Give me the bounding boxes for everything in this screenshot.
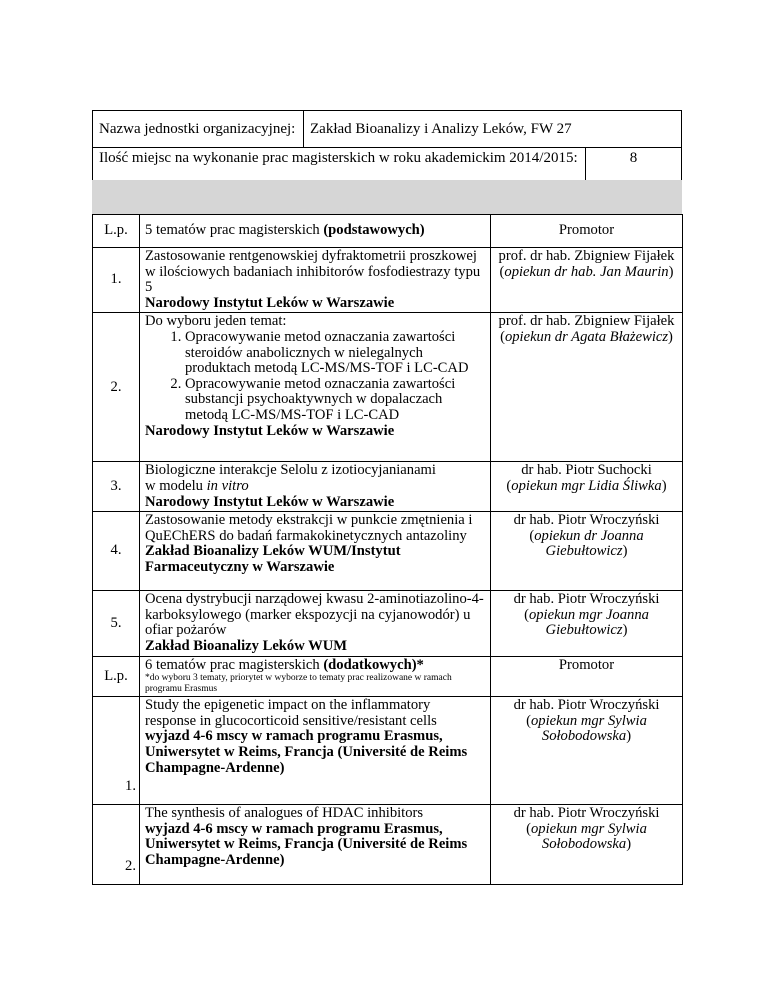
topic-cell — [140, 512, 491, 591]
col-topic-header — [140, 656, 491, 697]
topic-cell — [140, 248, 491, 313]
opiekun-name: opiekun dr hab. Jan Maurin — [504, 263, 669, 280]
topic-cell — [140, 805, 491, 885]
opiekun-name: opiekun mgr Lidia Śliwka — [511, 477, 662, 494]
promotor-name: dr hab. Piotr Wroczyński — [513, 512, 660, 529]
topic-text: The synthesis of analogues of HDAC inhibitors — [145, 805, 424, 822]
topic-text-italic: in vitro — [206, 477, 249, 494]
extra-header-row — [93, 656, 683, 697]
places-label: Ilość miejsc na wykonanie prac magisterskich w roku akademickim 2014/2015: — [93, 148, 586, 184]
promotor-name: prof. dr hab. Zbigniew Fijałek — [498, 248, 675, 264]
topic-text: Zastosowanie rentgenowskiej dyfraktometrii proszkowej w ilościowych badaniach inhibitorów fosfodiestrazy typu 5 — [145, 248, 481, 296]
promotor-name: prof. dr hab. Zbigniew Fijałek — [498, 313, 675, 330]
opiekun-name: opiekun dr Agata Błażewicz — [504, 328, 669, 345]
table-row — [93, 462, 683, 512]
col-lp-header: L.p. — [93, 656, 140, 697]
row-number: 4. — [93, 512, 140, 591]
selection-note: *do wyboru 3 tematy, priorytet w wyborze to tematy prac realizowane w ramach programu Erasmus — [145, 673, 452, 695]
institution-text: Zakład Bioanalizy Leków WUM/Instytut Farmaceutyczny w Warszawie — [145, 543, 401, 575]
unit-label: Nazwa jednostki organizacyjnej: — [93, 111, 304, 148]
col-promotor-header: Promotor — [491, 215, 683, 248]
places-table — [92, 147, 682, 184]
table-row — [93, 512, 683, 591]
institution-text: wyjazd 4-6 mscy w ramach programu Erasmus, Uniwersytet w Reims, Francja (Université de Reims Champagne-Ardenne) — [145, 728, 468, 776]
col-topic-text: 6 tematów prac magisterskich — [145, 656, 324, 673]
topic-text: Zastosowanie metody ekstrakcji w punkcie zmętnienia i QuEChERS do badań farmakokinetycznych antazoliny — [145, 512, 473, 544]
row-number: 2. — [93, 805, 140, 885]
col-lp-header: L.p. — [93, 215, 140, 248]
promotor-cell: prof. dr hab. Zbigniew Fijałek (opiekun dr Agata Błażewicz) — [491, 313, 683, 462]
promotor-cell: dr hab. Piotr Wroczyński (opiekun mgr Sylwia Sołobodowska) — [491, 697, 683, 805]
shaded-separator — [92, 180, 682, 214]
institution-text: Narodowy Instytut Leków w Warszawie — [145, 493, 395, 510]
promotor-cell: prof. dr hab. Zbigniew Fijałek (opiekun dr hab. Jan Maurin) — [491, 248, 683, 313]
table-row — [93, 805, 683, 885]
table-row — [93, 697, 683, 805]
opiekun-name: opiekun mgr Sylwia Sołobodowska — [530, 820, 647, 853]
promotor-name: dr hab. Piotr Wroczyński — [513, 697, 660, 714]
institution-text: Narodowy Instytut Leków w Warszawie — [145, 294, 395, 311]
topic-text: Ocena dystrybucji narządowej kwasu 2-aminotiazolino-4-karboksylowego (marker ekspozycji na cyjanowodór) u ofiar pożarów — [145, 591, 484, 639]
promotor-cell: dr hab. Piotr Suchocki (opiekun mgr Lidia Śliwka) — [491, 462, 683, 512]
promotor-name: dr hab. Piotr Suchocki — [521, 462, 652, 479]
basic-header-row — [93, 215, 683, 248]
places-value: 8 — [586, 148, 682, 184]
topic-intro: Do wyboru jeden temat: — [145, 313, 287, 330]
topic-cell — [140, 697, 491, 805]
row-number: 1. — [93, 248, 140, 313]
promotor-cell: dr hab. Piotr Wroczyński (opiekun mgr Joanna Giebułtowicz) — [491, 591, 683, 656]
institution-text: Zakład Bioanalizy Leków WUM — [145, 637, 348, 654]
topic-options — [145, 330, 485, 424]
promotor-name: dr hab. Piotr Wroczyński — [513, 805, 660, 822]
row-number: 1. — [93, 697, 140, 805]
row-number: 3. — [93, 462, 140, 512]
col-topic-header — [140, 215, 491, 248]
topic-cell — [140, 462, 491, 512]
table-row — [93, 248, 683, 313]
promotor-cell: dr hab. Piotr Wroczyński (opiekun dr Joanna Giebułtowicz) — [491, 512, 683, 591]
topic-text-2: w modelu — [145, 477, 207, 494]
topic-cell — [140, 591, 491, 656]
table-row — [93, 591, 683, 656]
col-topic-bold: (podstawowych) — [323, 222, 425, 239]
topic-text: Study the epigenetic impact on the inflammatory response in glucocorticoid sensitive/resistant cells — [145, 697, 437, 729]
opiekun-name: opiekun mgr Joanna Giebułtowicz — [528, 606, 649, 639]
topic-text: Biologiczne interakcje Selolu z izotiocyjanianami — [145, 462, 436, 479]
promotor-cell: dr hab. Piotr Wroczyński (opiekun mgr Sylwia Sołobodowska) — [491, 805, 683, 885]
topic-cell — [140, 313, 491, 462]
row-number: 5. — [93, 591, 140, 656]
col-topic-bold: (dodatkowych)* — [323, 656, 424, 673]
col-topic-text: 5 tematów prac magisterskich — [145, 222, 324, 239]
topics-table — [92, 214, 683, 885]
topic-option: 2. Opracowywanie metod oznaczania zawartości substancji psychoaktywnych w dopalaczach metodą LC-MS/MS-TOF i LC-CAD — [185, 377, 485, 424]
col-promotor-header: Promotor — [491, 656, 683, 697]
topic-option: 1. Opracowywanie metod oznaczania zawartości steroidów anabolicznych w nielegalnych produktach metodą LC-MS/MS-TOF i LC-CAD — [185, 330, 485, 377]
row-number: 2. — [93, 313, 140, 462]
opiekun-name: opiekun dr Joanna Giebułtowicz — [534, 527, 644, 560]
institution-text: Narodowy Instytut Leków w Warszawie — [145, 422, 395, 439]
table-row — [93, 313, 683, 462]
unit-table — [92, 110, 682, 148]
promotor-name: dr hab. Piotr Wroczyński — [513, 591, 660, 608]
opiekun-name: opiekun mgr Sylwia Sołobodowska — [530, 712, 647, 745]
unit-value: Zakład Bioanalizy i Analizy Leków, FW 27 — [304, 111, 682, 148]
institution-text: wyjazd 4-6 mscy w ramach programu Erasmus, Uniwersytet w Reims, Francja (Université de Reims Champagne-Ardenne) — [145, 820, 468, 868]
